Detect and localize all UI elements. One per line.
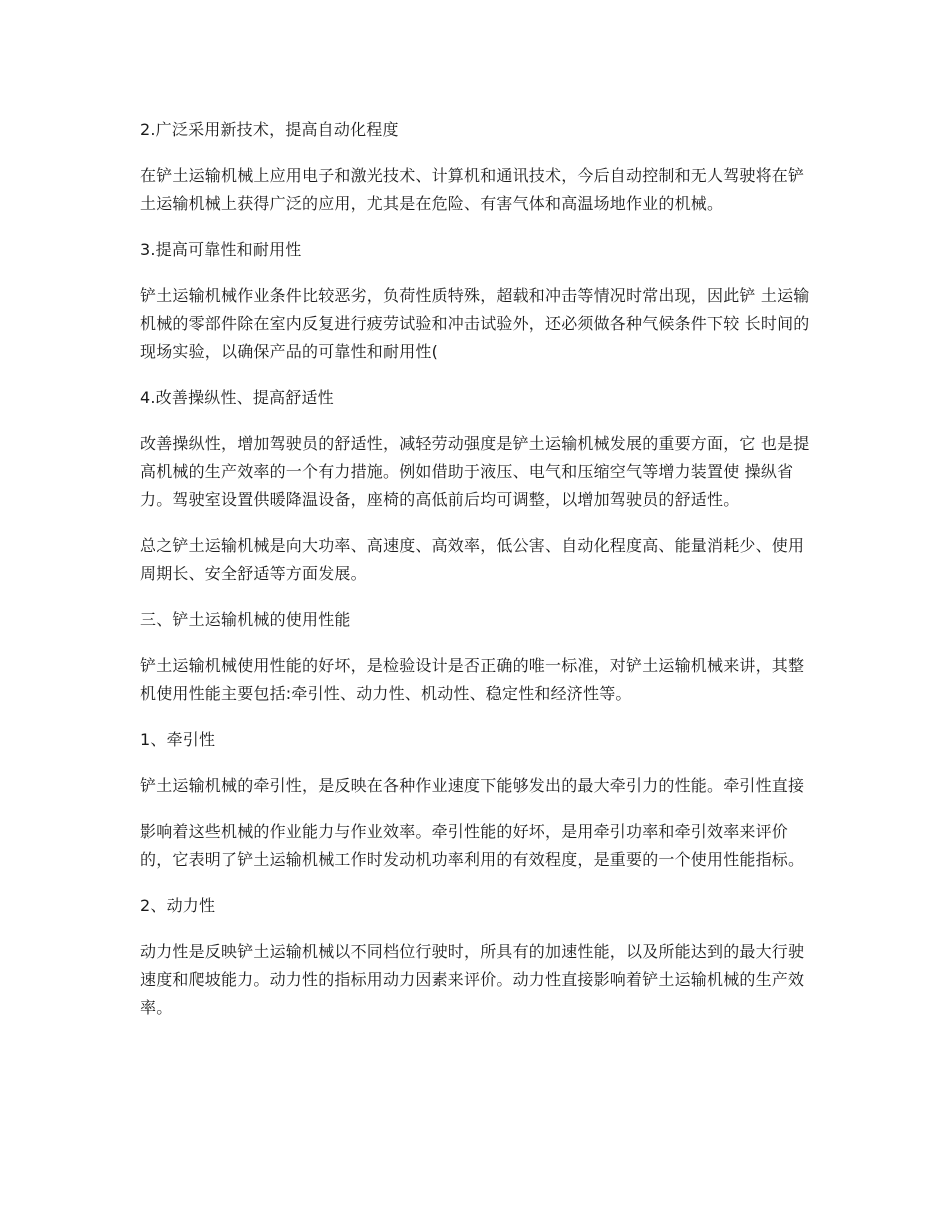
paragraph-traction-2: 影响着这些机械的作业能力与作业效率。牵引性能的好坏，是用牵引功率和牵引效率来评价的，它表明了铲土运输机械工作时发动机功率利用的有效程度，是重要的一个使用性能指标。 — [140, 822, 805, 869]
paragraph-new-technology: 在铲土运输机械上应用电子和激光技术、计算机和通讯技术，今后自动控制和无人驾驶将在铲土运输机械上获得广泛的应用，尤其是在危险、有害气体和高温场地作业的机械。 — [140, 166, 805, 213]
section-heading-usage-performance: 三、铲土运输机械的使用性能 — [140, 610, 351, 629]
paragraph-dynamics: 动力性是反映铲土运输机械以不同档位行驶时，所具有的加速性能，以及所能达到的最大行驶速度和爬坡能力。动力性的指标用动力因素来评价。动力性直接影响着铲土运输机械的生产效率。 — [140, 942, 805, 1017]
section-heading-reliability: 3.提高可靠性和耐用性 — [140, 240, 302, 259]
paragraph-usage-performance: 铲土运输机械使用性能的好坏，是检验设计是否正确的唯一标准，对铲土运输机械来讲，其整机使用性能主要包括:牵引性、动力性、机动性、稳定性和经济性等。 — [140, 656, 805, 703]
document-page — [140, 116, 812, 1040]
section-heading-automation: 2.广泛采用新技术，提高自动化程度 — [140, 120, 399, 139]
section-heading-traction: 1、牵引性 — [140, 730, 216, 749]
paragraph-reliability: 铲土运输机械作业条件比较恶劣，负荷性质特殊，超载和冲击等情况时常出现，因此铲 土运输机械的零部件除在室内反复进行疲劳试验和冲击试验外，还必须做各种气候条件下较 长时间的现场实验，以确保产品的可靠性和耐用性( — [140, 286, 810, 361]
section-heading-dynamics: 2、动力性 — [140, 896, 216, 915]
section-heading-comfort: 4.改善操纵性、提高舒适性 — [140, 388, 334, 407]
paragraph-summary: 总之铲土运输机械是向大功率、高速度、高效率，低公害、自动化程度高、能量消耗少、使用周期长、安全舒适等方面发展。 — [140, 536, 805, 583]
paragraph-traction-1: 铲土运输机械的牵引性，是反映在各种作业速度下能够发出的最大牵引力的性能。牵引性直接 — [140, 776, 805, 795]
paragraph-comfort: 改善操纵性，增加驾驶员的舒适性，减轻劳动强度是铲土运输机械发展的重要方面，它 也是提高机械的生产效率的一个有力措施。例如借助于液压、电气和压缩空气等增力装置使 操纵省力。驾驶室设置供暖降温设备，座椅的高低前后均可调整，以增加驾驶员的舒适性。 — [140, 434, 810, 509]
